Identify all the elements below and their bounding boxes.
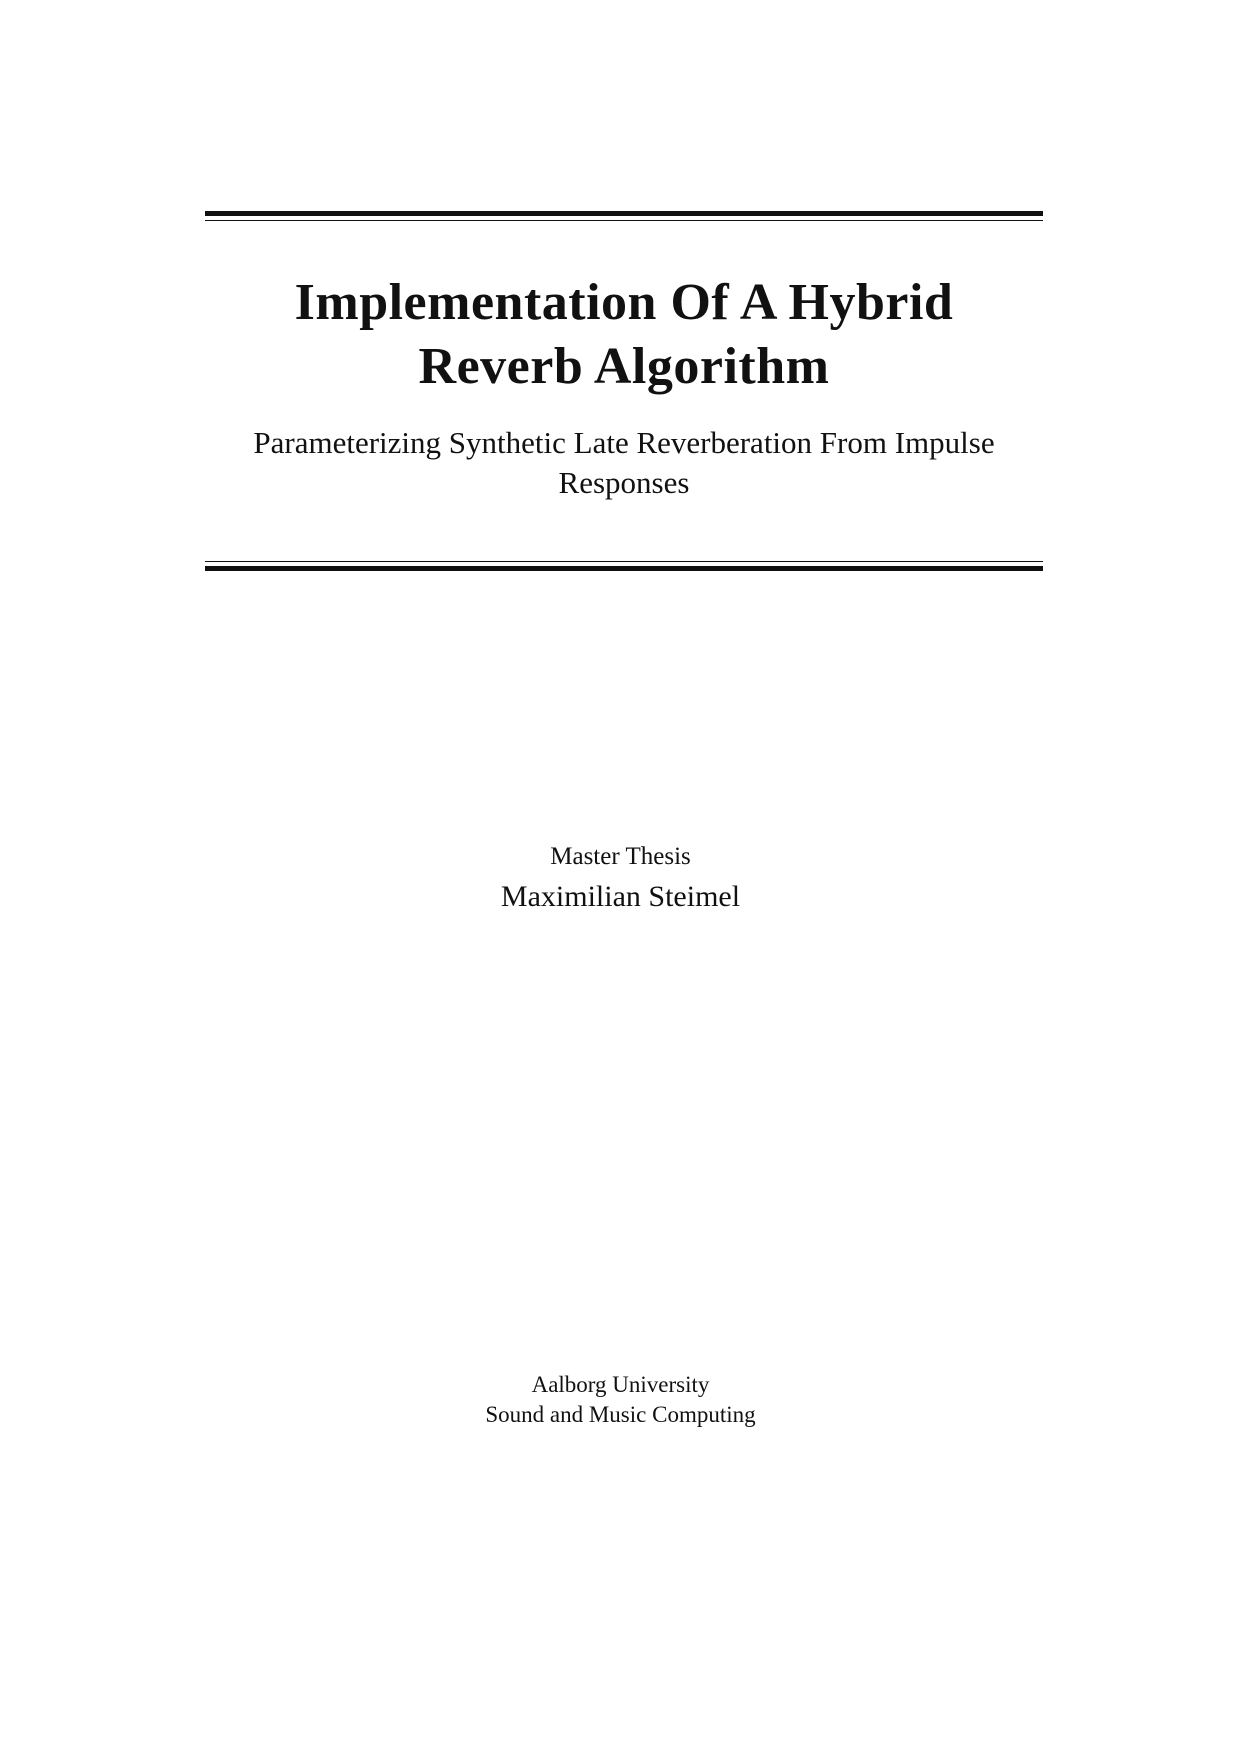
subtitle-line-1: Parameterizing Synthetic Late Reverberation From Impulse	[253, 425, 995, 460]
thesis-type: Master Thesis	[550, 843, 691, 870]
document-subtitle	[205, 423, 1043, 503]
top-thick-rule	[205, 211, 1043, 216]
bottom-thick-rule	[205, 566, 1043, 571]
top-title-rule	[205, 211, 1043, 221]
top-thin-rule	[205, 220, 1043, 221]
title-line-2: Reverb Algorithm	[418, 338, 830, 395]
title-line-1: Implementation Of A Hybrid	[294, 274, 954, 331]
subtitle-line-2: Responses	[558, 465, 690, 500]
university-name: Aalborg University	[531, 1372, 710, 1397]
author-name: Maximilian Steimel	[500, 880, 741, 913]
document-title	[205, 271, 1043, 399]
bottom-title-rule	[205, 561, 1043, 571]
department-name: Sound and Music Computing	[485, 1402, 756, 1427]
bottom-thin-rule	[205, 561, 1043, 562]
